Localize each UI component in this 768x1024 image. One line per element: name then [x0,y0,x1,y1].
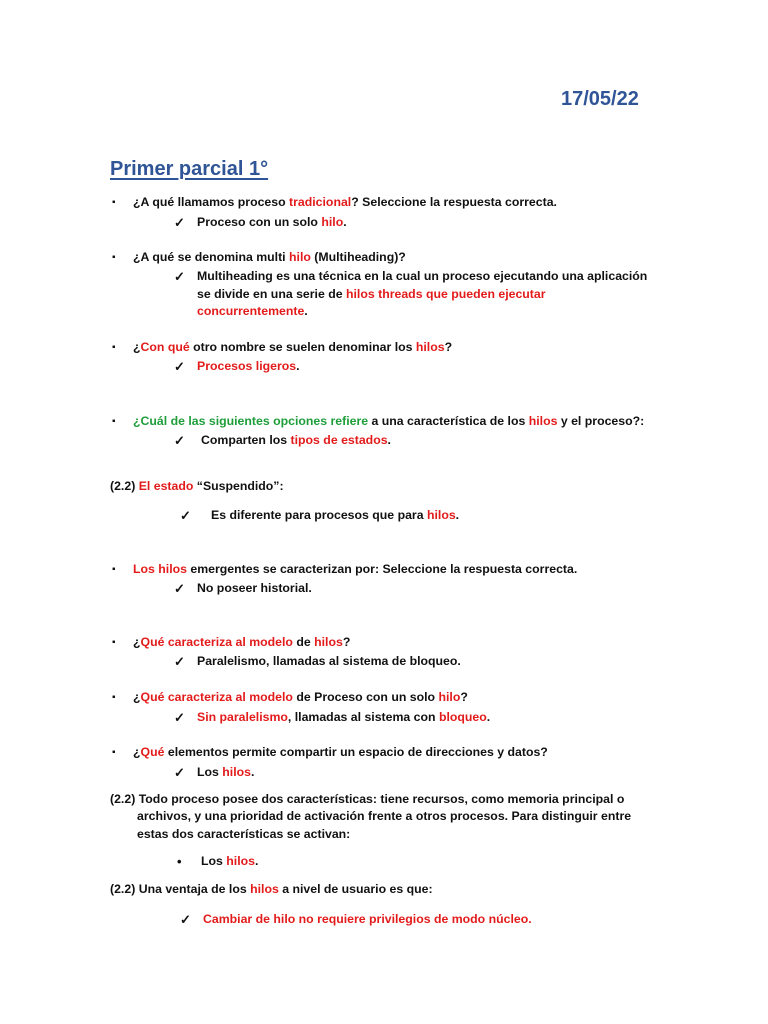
answer-10: Los hilos. [201,854,259,868]
answer-1: Proceso con un solo hilo. [197,215,347,229]
answer-2-line-2: se divide en una serie de hilos threads que pueden ejecutar [197,287,546,301]
question-6: Los hilos emergentes se caracterizan por: Seleccione la respuesta correcta. [133,562,578,576]
check-icon: ✓ [174,654,185,669]
answer-2-line-1: Multiheading es una técnica en la cual un proceso ejecutando una aplicación [197,269,648,283]
question-10-line-3: estas dos características se activan: [137,827,351,841]
check-icon: ✓ [180,508,191,523]
answer-7: Paralelismo, llamadas al sistema de bloqueo. [197,654,461,668]
square-bullet-icon: ▪ [112,197,116,208]
answer-5: Es diferente para procesos que para hilos. [211,508,460,522]
square-bullet-icon: ▪ [112,747,116,758]
check-icon: ✓ [174,269,185,284]
question-10-line-1: (2.2) Todo proceso posee dos características: tiene recursos, como memoria principal o [110,792,625,806]
question-9: ¿Qué elementos permite compartir un espacio de direcciones y datos? [133,745,548,759]
square-bullet-icon: ▪ [112,692,116,703]
check-icon: ✓ [180,912,191,927]
check-icon: ✓ [174,433,185,448]
square-bullet-icon: ▪ [112,564,116,575]
question-5: (2.2) El estado “Suspendido”: [110,479,284,493]
document-title: Primer parcial 1° [110,158,269,180]
square-bullet-icon: ▪ [112,252,116,263]
document-date: 17/05/22 [561,88,639,110]
question-7: ¿Qué caracteriza al modelo de hilos? [133,635,351,649]
check-icon: ✓ [174,710,185,725]
question-10-line-2: archivos, y una prioridad de activación frente a otros procesos. Para distinguir entre [137,809,632,823]
square-bullet-icon: ▪ [112,637,116,648]
question-2: ¿A qué se denomina multi hilo (Multiheading)? [133,250,406,264]
answer-11: Cambiar de hilo no requiere privilegios de modo núcleo. [203,912,532,926]
question-4: ¿Cuál de las siguientes opciones refiere a una característica de los hilos y el proceso?: [133,414,645,428]
check-icon: ✓ [174,215,185,230]
check-icon: ✓ [174,765,185,780]
bullet-icon: • [177,854,182,869]
check-icon: ✓ [174,581,185,596]
answer-8: Sin paralelismo, llamadas al sistema con bloqueo. [197,710,491,724]
answer-2-line-3: concurrentemente. [197,304,308,318]
question-1: ¿A qué llamamos proceso tradicional? Seleccione la respuesta correcta. [133,195,557,209]
check-icon: ✓ [174,359,185,374]
answer-9: Los hilos. [197,765,255,779]
question-8: ¿Qué caracteriza al modelo de Proceso con un solo hilo? [133,690,468,704]
question-3: ¿Con qué otro nombre se suelen denominar los hilos? [133,340,453,354]
square-bullet-icon: ▪ [112,342,116,353]
question-11: (2.2) Una ventaja de los hilos a nivel de usuario es que: [110,882,433,896]
answer-3: Procesos ligeros. [197,359,300,373]
answer-6: No poseer historial. [197,581,312,595]
square-bullet-icon: ▪ [112,416,116,427]
answer-4: Comparten los tipos de estados. [201,433,391,447]
